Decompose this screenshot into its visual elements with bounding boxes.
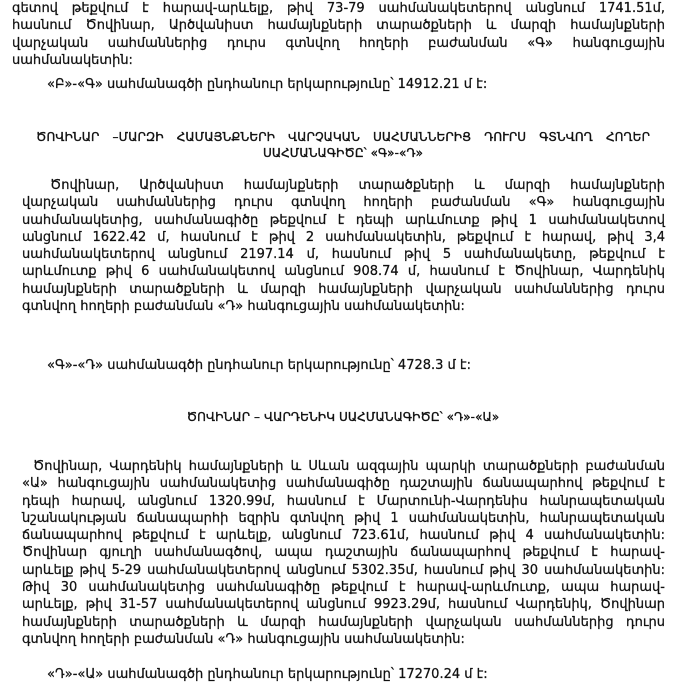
text-line: ճանապարհով թեքվում է արևելք, անցնում 723.61մ, հասնում թիվ 4 սահմանակետին: xyxy=(22,528,665,544)
text-line: արևելք, թիվ 31-57 սահմանակետերով անցնում 9923.29մ, հասնում Վարդենիկ, Ծովինար xyxy=(22,597,665,613)
text-line: համայնքների տարածքների և մարզի համայնքների վարչական սահմաններից դուրս xyxy=(22,614,665,630)
total-length-d-a: «Դ»-«Ա» սահմանագծի ընդհանուր երկարությունը՝ 17270.24 մ է: xyxy=(47,667,488,682)
total-length-g-d: «Գ»-«Դ» սահմանագծի ընդհանուր երկարությունը՝ 4728.3 մ է: xyxy=(47,358,471,373)
text-line: Ծովինար գյուղի սահմանագծով, ապա դաշտային ճանապարհով թեքվում է հարավ- xyxy=(22,545,665,561)
heading-line: ԾՈՎԻՆԱՐ – ՎԱՐԴԵՆԻԿ ՍԱՀՄԱՆԱԳԻԾԸ՝ «Դ»-«Ա» xyxy=(186,410,500,424)
heading-line: ԾՈՎԻՆԱՐ –ՄԱՐԶԻ ՀԱՄԱՅՆՔՆԵՐԻ ՎԱՐՉԱԿԱՆ ՍԱՀՄԱՆՆԵՐԻՑ ԴՈՒՐՍ ԳՏՆՎՈՂ ՀՈՂԵՐ xyxy=(36,130,650,144)
text-line: սահմանակետից, սահմանագիծը թեքվում է դեպի արևմուտք թիվ 1 սահմանակետով xyxy=(22,212,665,228)
text-line: սահմանակետերով անցնում 2197.14 մ, հասնում թիվ 5 սահմանակետը, թեքվում է xyxy=(22,247,665,263)
text-line: գետով թեքվում է հարավ-արևելք, թիվ 73-79 սահմանակետերով անցնում 1741.51մ, xyxy=(12,1,665,16)
text-line: համայնքների տարածքների և մարզի համայնքների վարչական սահմաններից դուրս xyxy=(22,281,665,297)
text-line: սահմանակետին: xyxy=(12,52,133,68)
text-line: արևելք թիվ 5-29 սահմանակետերով անցնում 5302.35մ, հասնում թիվ 30 սահմանակետին: xyxy=(22,562,665,578)
text-line: վարչական սահմաններից դուրս գտնվող հողերի բաժանման «Գ» հանգուցային xyxy=(22,195,665,211)
total-length-b-g: «Բ»-«Գ» սահմանագծի ընդհանուր երկարությունը՝ 14912.21 մ է: xyxy=(47,77,488,92)
text-line: «Ա» հանգուցային սահմանակետից սահմանագիծը դաշտային ճանապարհով թեքվում է xyxy=(22,476,665,492)
text-line: դեպի հարավ, անցնում 1320.99մ, հասնում է Մարտունի-Վարդենիս հանրապետական xyxy=(22,493,665,509)
text-line: գտնվող հողերի բաժանման «Դ» հանգուցային սահմանակետին: xyxy=(22,631,465,647)
paragraph-2 xyxy=(22,177,665,315)
text-line: Թիվ 30 սահմանակետից սահմանագիծը թեքվում է հարավ-արևմուտք, ապա հարավ- xyxy=(22,580,665,596)
text-line: նշանակության ճանապարհի եզրին գտնվող թիվ 1 սահմանակետին, հանրապետական xyxy=(22,510,665,526)
heading-line: ՍԱՀՄԱՆԱԳԻԾԸ՝ «Գ»-«Դ» xyxy=(262,146,424,160)
section-heading-g-d xyxy=(36,129,650,161)
text-line: հասնում Ծովինար, Արծվանիստ համայնքների տարածքների և մարզի համայնքների xyxy=(12,18,665,34)
text-line: Ծովինար, Վարդենիկ համայնքների և Սևան ազգային պարկի տարածքների բաժանման xyxy=(33,459,665,474)
text-line: գտնվող հողերի բաժանման «Դ» հանգուցային սահմանակետին: xyxy=(22,299,465,315)
text-line: Ծովինար, Արծվանիստ համայնքների տարածքների և մարզի համայնքների xyxy=(50,178,665,193)
text-line: արևմուտք թիվ 6 սահմանակետով անցնում 908.74 մ, հասնում է Ծովինար, Վարդենիկ xyxy=(22,264,665,280)
paragraph-3 xyxy=(22,458,665,648)
text-line: անցնում 1622.42 մ, հասնում է թիվ 2 սահմանակետին, թեքվում է հարավ, թիվ 3,4 xyxy=(22,229,665,245)
paragraph-1 xyxy=(12,0,665,69)
section-heading-d-a xyxy=(36,409,650,425)
text-line: վարչական սահմաններից դուրս գտնվող հողերի բաժանման «Գ» հանգուցային xyxy=(12,35,665,51)
